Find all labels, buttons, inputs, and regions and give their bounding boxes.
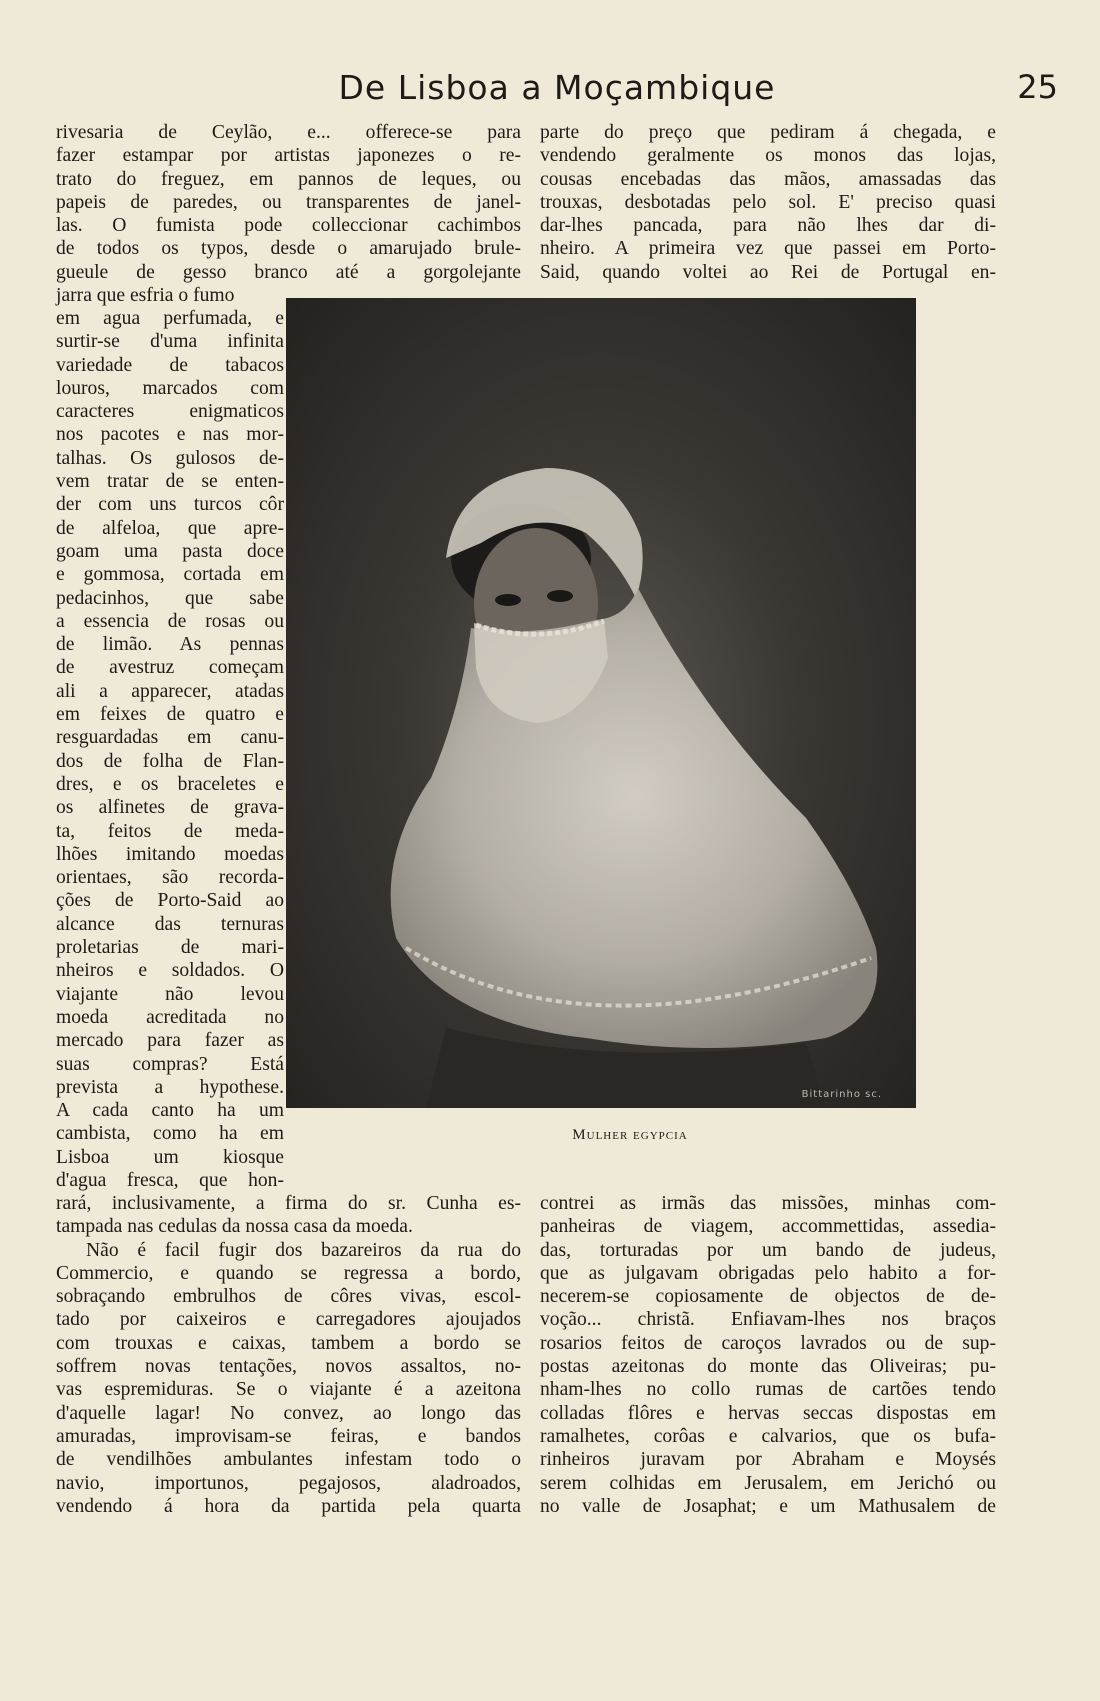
veiled-woman-photograph: [286, 298, 916, 1108]
text-line: colladas flôres e hervas seccas dispostas em: [540, 1402, 996, 1424]
text-line: nos pacotes e nas mor-: [56, 424, 284, 446]
text-line: fazer estampar por artistas japonezes o re-: [56, 145, 521, 167]
text-line: de alfeloa, que apre-: [56, 517, 284, 539]
text-line: ali a apparecer, atadas: [56, 680, 284, 702]
text-line: resguardadas em canu-: [56, 727, 284, 749]
text-line: d'aquelle lagar! No convez, ao longo das: [56, 1402, 521, 1424]
text-line: rivesaria de Ceylão, e... offerece-se para: [56, 122, 521, 143]
text-line: Commercio, e quando se regressa a bordo,: [56, 1262, 521, 1284]
text-line: suas compras? Está: [56, 1053, 284, 1075]
text-line: em feixes de quatro e: [56, 704, 284, 726]
text-line: mercado para fazer as: [56, 1030, 284, 1052]
text-line: Não é facil fugir dos bazareiros da rua do: [86, 1239, 521, 1261]
text-line: variedade de tabacos: [56, 354, 284, 376]
text-line: soffrem novas tentações, novos assaltos, no-: [56, 1356, 521, 1378]
left-column-top: [56, 121, 521, 307]
right-column-top: [540, 121, 996, 284]
text-line: dres, e os braceletes e: [56, 773, 284, 795]
text-line: rosarios feitos de caroços lavrados ou de sup-: [540, 1332, 996, 1354]
text-line: das, torturadas por um bando de judeus,: [540, 1239, 996, 1261]
text-line: moeda acreditada no: [56, 1006, 284, 1028]
text-line: rinheiros juravam por Abraham e Moysés: [540, 1449, 996, 1471]
text-line: postas azeitonas do monte das Oliveiras; pu-: [540, 1356, 996, 1378]
text-line: A cada canto ha um: [56, 1100, 284, 1122]
text-line: dos de folha de Flan-: [56, 750, 284, 772]
text-line: nheiro. A primeira vez que passei em Porto-: [540, 238, 996, 260]
text-line: goam uma pasta doce: [56, 540, 284, 562]
text-line: lhões imitando moedas: [56, 843, 284, 865]
text-line: voção... christã. Enfiavam-lhes nos braços: [540, 1309, 996, 1331]
text-line: vas espremiduras. Se o viajante é a azeitona: [56, 1379, 521, 1401]
text-line: prevista a hypothese.: [56, 1076, 284, 1098]
text-line: d'agua fresca, que hon-: [56, 1169, 284, 1191]
text-line: jarra que esfria o fumo: [56, 285, 235, 307]
text-line: alcance das ternuras: [56, 913, 284, 935]
text-line: de todos os typos, desde o amarujado brule-: [56, 238, 521, 260]
page-number: 25: [1017, 68, 1058, 106]
text-line: viajante não levou: [56, 983, 284, 1005]
text-line: papeis de paredes, ou transparentes de janel-: [56, 191, 521, 213]
portrait-illustration: [286, 298, 916, 1108]
text-line: trouxas, desbotadas pelo sol. E' preciso quasi: [540, 191, 996, 213]
text-line: cousas encebadas das mãos, amassadas das: [540, 168, 996, 190]
text-line: navio, importunos, pegajosos, aladroados,: [56, 1472, 521, 1494]
text-line: vendendo geralmente os monos das lojas,: [540, 145, 996, 167]
page-header: [56, 62, 1058, 112]
text-line: surtir-se d'uma infinita: [56, 331, 284, 353]
text-line: vendendo á hora da partida pela quarta: [56, 1495, 521, 1517]
figure-caption: Mulher egypcia: [572, 1127, 688, 1143]
text-line: trato do freguez, em pannos de leques, ou: [56, 168, 521, 190]
text-line: em agua perfumada, e: [56, 308, 284, 329]
text-line: necerem-se copiosamente de objectos de de-: [540, 1286, 996, 1308]
text-line: proletarias de mari-: [56, 937, 284, 959]
right-column-bottom: [540, 1192, 996, 1518]
text-line: cambista, como ha em: [56, 1123, 284, 1145]
text-line: e gommosa, cortada em: [56, 564, 284, 586]
text-line: os alfinetes de grava-: [56, 797, 284, 819]
engraver-signature: Bittarinho sc.: [801, 1089, 882, 1100]
text-line: amuradas, improvisam-se feiras, e bandos: [56, 1425, 521, 1447]
text-line: dar-lhes pancada, para não lhes dar di-: [540, 215, 996, 237]
text-line: de avestruz começam: [56, 657, 284, 679]
text-line: que as julgavam obrigadas pelo habito a for-: [540, 1262, 996, 1284]
text-line: sobraçando embrulhos de côres vivas, escol-: [56, 1286, 521, 1308]
text-line: der com uns turcos côr: [56, 494, 284, 516]
text-line: rará, inclusivamente, a firma do sr. Cunha es-: [56, 1193, 521, 1214]
text-line: parte do preço que pediram á chegada, e: [540, 122, 996, 143]
text-line: vem tratar de se enten-: [56, 471, 284, 493]
text-line: de limão. As pennas: [56, 634, 284, 656]
text-line: panheiras de viagem, accommettidas, assedia-: [540, 1216, 996, 1238]
text-line: ções de Porto-Said ao: [56, 890, 284, 912]
text-line: ta, feitos de meda-: [56, 820, 284, 842]
text-line: Lisboa um kiosque: [56, 1146, 284, 1168]
text-line: louros, marcados com: [56, 377, 284, 399]
text-line: tado por caixeiros e carregadores ajoujados: [56, 1309, 521, 1331]
text-line: nheiros e soldados. O: [56, 960, 284, 982]
text-line: serem colhidas em Jerusalem, em Jerichó ou: [540, 1472, 996, 1494]
left-column-narrow: [56, 307, 284, 1192]
text-line: orientaes, são recorda-: [56, 867, 284, 889]
text-line: nham-lhes no collo rumas de cartões tendo: [540, 1379, 996, 1401]
text-line: gueule de gesso branco até a gorgolejante: [56, 261, 521, 283]
text-line: no valle de Josaphat; e um Mathusalem de: [540, 1495, 996, 1517]
text-line: a essencia de rosas ou: [56, 610, 284, 632]
text-line: contrei as irmãs das missões, minhas com-: [540, 1193, 996, 1214]
text-line: las. O fumista pode colleccionar cachimbos: [56, 215, 521, 237]
text-line: caracteres enigmaticos: [56, 401, 284, 423]
text-line: talhas. Os gulosos de-: [56, 447, 284, 469]
text-line: ramalhetes, corôas e calvarios, que os bufa-: [540, 1425, 996, 1447]
left-column-bottom: [56, 1192, 521, 1518]
text-line: tampada nas cedulas da nossa casa da moeda.: [56, 1216, 413, 1238]
text-line: de vendilhões ambulantes infestam todo o: [56, 1449, 521, 1471]
text-line: com trouxas e caixas, tambem a bordo se: [56, 1332, 521, 1354]
text-line: pedacinhos, que sabe: [56, 587, 284, 609]
text-line: Said, quando voltei ao Rei de Portugal en-: [540, 261, 996, 283]
running-title: De Lisboa a Moçambique: [338, 68, 776, 107]
